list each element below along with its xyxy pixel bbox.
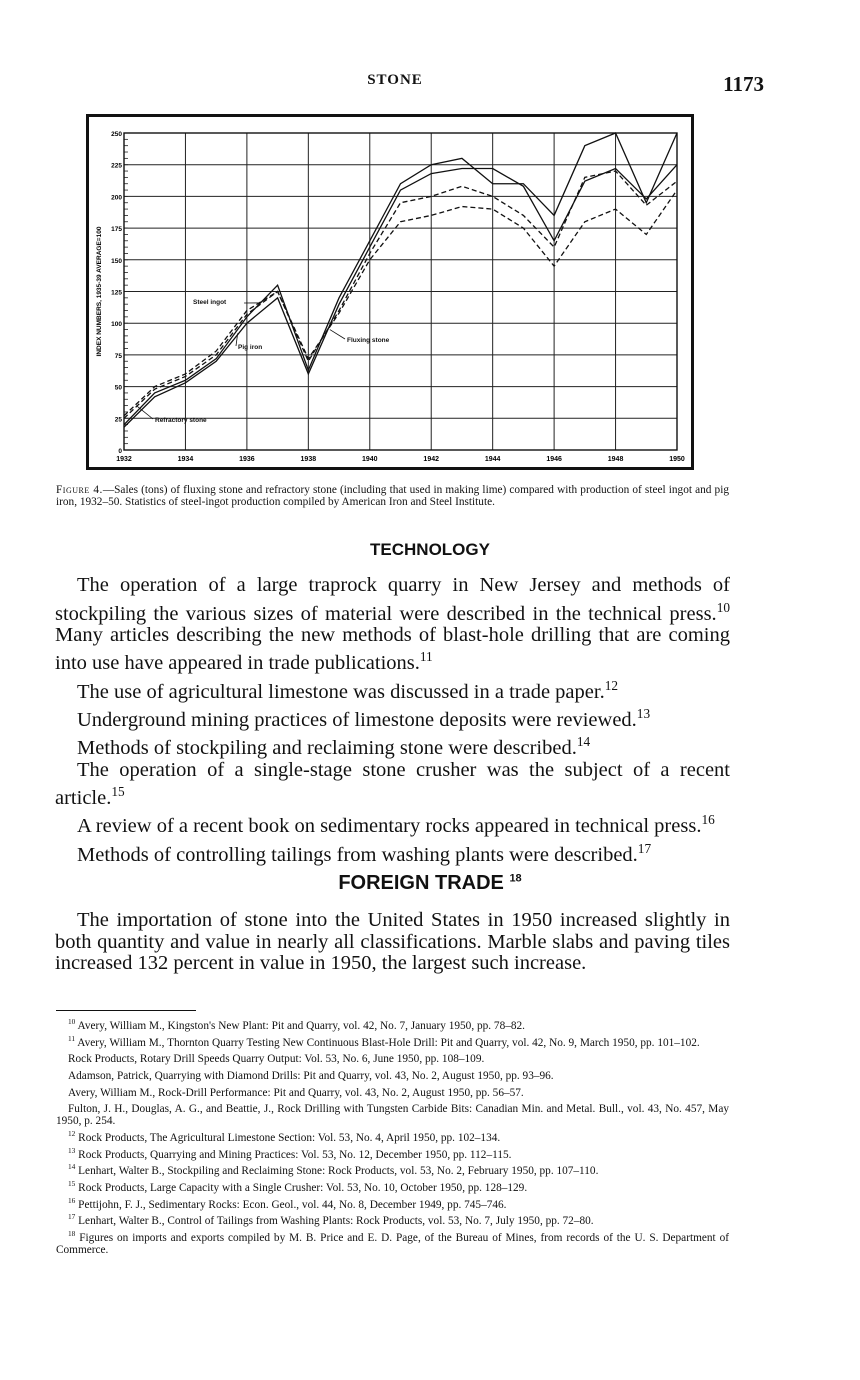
footnote-number: 16 bbox=[68, 1195, 76, 1205]
footnote-number: 14 bbox=[68, 1162, 76, 1172]
figure-label: Figure 4. bbox=[56, 484, 103, 496]
footnotes bbox=[56, 1016, 729, 1257]
y-tick-label: 75 bbox=[114, 352, 122, 360]
line-chart bbox=[89, 117, 691, 467]
footnote-ref: 16 bbox=[701, 812, 715, 828]
annotation-label: Steel ingot bbox=[193, 299, 227, 306]
footnote-ref: 14 bbox=[576, 734, 591, 750]
page-number: 1173 bbox=[723, 72, 764, 96]
heading-technology: TECHNOLOGY bbox=[370, 540, 490, 559]
footnote-text: Avery, William M., Rock-Drill Performance: Pit and Quarry, vol. 43, No. 2, August 1950, pp. 56–57. bbox=[68, 1086, 524, 1099]
paragraph-text: Methods of controlling tailings from washing plants were described. bbox=[77, 843, 638, 866]
footnote bbox=[56, 1211, 729, 1228]
figure-4 bbox=[86, 114, 694, 470]
footnote-text: Avery, William M., Kingston's New Plant: Pit and Quarry, vol. 42, No. 7, January 1950, pp. 78–82. bbox=[77, 1019, 525, 1032]
y-tick-label: 150 bbox=[111, 257, 122, 265]
footnote-text: Adamson, Patrick, Quarrying with Diamond Drills: Pit and Quarry, vol. 43, No. 2, August 1950, pp. 93–96. bbox=[68, 1069, 554, 1082]
x-tick-label: 1950 bbox=[669, 456, 685, 463]
paragraph-text: Underground mining practices of limestone deposits were reviewed. bbox=[77, 708, 637, 731]
footnote-text: Fulton, J. H., Douglas, A. G., and Beattie, J., Rock Drilling with Tungsten Carbide Bits: Canadian Min. and Metal. Bull., vol. 43, No. 457, May 1950, p. 254. bbox=[56, 1103, 729, 1128]
footnote-ref: 17 bbox=[637, 840, 652, 856]
y-tick-label: 125 bbox=[111, 289, 122, 297]
figure-caption-text: —Sales (tons) of fluxing stone and refractory stone (including that used in making lime) compared with production of steel ingot and pig iron, 1932–50. Statistics of steel-ingot production compiled by American Iron and Steel Institute. bbox=[56, 484, 729, 508]
paragraph-text: Many articles describing the new methods of blast-hole drilling that are coming into use have appeared in trade publications. bbox=[55, 623, 730, 675]
heading-text: FOREIGN TRADE bbox=[338, 872, 504, 894]
footnote bbox=[56, 1066, 729, 1083]
footnote-number: 15 bbox=[68, 1178, 76, 1188]
footnote-divider bbox=[56, 1010, 196, 1011]
series-line-pig-iron bbox=[124, 165, 677, 427]
x-tick-label: 1946 bbox=[546, 456, 562, 463]
footnote-text: Avery, William M., Thornton Quarry Testing New Continuous Blast-Hole Drill: Pit and Quarry, vol. 42, No. 9, March 1950, pp. 101–102. bbox=[77, 1036, 700, 1049]
annotation-label: Refractory stone bbox=[155, 417, 207, 424]
footnote-ref: 12 bbox=[604, 677, 619, 693]
annotation-leader bbox=[330, 330, 345, 339]
technology-paragraph bbox=[55, 575, 730, 675]
footnote-number: 12 bbox=[68, 1128, 76, 1138]
footnote bbox=[56, 1033, 729, 1050]
footnote-ref: 18 bbox=[509, 872, 522, 885]
y-tick-label: 175 bbox=[111, 226, 122, 234]
heading-foreign-trade bbox=[0, 872, 860, 895]
footnote-text: Rock Products, Large Capacity with a Single Crusher: Vol. 53, No. 10, October 1950, pp. 128–129. bbox=[78, 1181, 528, 1194]
footnote bbox=[56, 1099, 729, 1128]
paragraph-text: The use of agricultural limestone was discussed in a trade paper. bbox=[77, 680, 605, 703]
technology-paragraph bbox=[55, 703, 730, 731]
footnote bbox=[56, 1128, 729, 1145]
footnote-text: Lenhart, Walter B., Control of Tailings from Washing Plants: Rock Products, vol. 53, No. 7, July 1950, pp. 72–80. bbox=[78, 1215, 594, 1228]
footnote bbox=[56, 1195, 729, 1212]
footnote-number: 18 bbox=[68, 1228, 76, 1238]
x-tick-label: 1936 bbox=[239, 456, 255, 463]
y-tick-label: 50 bbox=[114, 384, 122, 392]
footnote bbox=[56, 1228, 729, 1257]
y-tick-label: 25 bbox=[114, 416, 122, 424]
x-tick-label: 1944 bbox=[484, 456, 501, 463]
technology-paragraph bbox=[55, 838, 730, 866]
footnote-number: 17 bbox=[68, 1212, 76, 1222]
foreign-trade-body bbox=[55, 910, 730, 975]
technology-paragraph bbox=[55, 760, 730, 810]
figure-caption bbox=[56, 484, 729, 508]
annotation-label: Fluxing stone bbox=[347, 337, 390, 344]
x-tick-label: 1940 bbox=[361, 456, 378, 463]
footnote-ref: 15 bbox=[111, 784, 125, 800]
footnote bbox=[56, 1161, 729, 1178]
paragraph-text: Methods of stockpiling and reclaiming stone were described. bbox=[77, 737, 577, 760]
series-line-fluxing-stone bbox=[124, 171, 677, 418]
paragraph-text: The operation of a single-stage stone crusher was the subject of a recent article. bbox=[55, 758, 730, 809]
paragraph-text: The operation of a large traprock quarry in New Jersey and methods of stockpiling the various sizes of material were described in the technical press. bbox=[55, 574, 730, 625]
technology-body bbox=[55, 575, 730, 866]
footnote bbox=[56, 1145, 729, 1162]
y-axis-label: INDEX NUMBERS, 1935-39 AVERAGE=100 bbox=[96, 226, 103, 357]
y-tick-label: 250 bbox=[111, 131, 122, 138]
x-tick-label: 1948 bbox=[607, 456, 624, 463]
footnote bbox=[56, 1178, 729, 1195]
footnote-ref: 10 bbox=[716, 599, 730, 615]
y-tick-label: 200 bbox=[111, 194, 122, 202]
footnote bbox=[56, 1016, 729, 1033]
x-tick-label: 1932 bbox=[116, 456, 132, 463]
technology-paragraph bbox=[55, 675, 730, 703]
footnote bbox=[56, 1049, 729, 1066]
footnote-number: 13 bbox=[68, 1145, 76, 1155]
x-tick-label: 1938 bbox=[300, 456, 317, 463]
technology-paragraph bbox=[55, 809, 730, 837]
paragraph-text: A review of a recent book on sedimentary rocks appeared in technical press. bbox=[77, 815, 702, 838]
annotation-label: Pig iron bbox=[238, 344, 263, 351]
y-tick-label: 100 bbox=[111, 321, 122, 329]
y-tick-label: 0 bbox=[118, 448, 122, 455]
footnote-text: Rock Products, Quarrying and Mining Practices: Vol. 53, No. 12, December 1950, pp. 112–115. bbox=[78, 1148, 512, 1161]
foreign-trade-paragraph: The importation of stone into the United States in 1950 increased slightly in both quantity and value in nearly all classifications. Marble slabs and paving tiles increased 132 percent in value in 1950, the largest such increase. bbox=[55, 909, 730, 974]
footnote-number: 11 bbox=[68, 1033, 76, 1043]
technology-paragraph bbox=[55, 731, 730, 759]
footnote-text: Figures on imports and exports compiled by M. B. Price and E. D. Page, of the Bureau of Mines, from records of the U. S. Department of Commerce. bbox=[56, 1231, 729, 1256]
footnote-ref: 11 bbox=[419, 649, 433, 665]
x-tick-label: 1934 bbox=[177, 456, 194, 463]
running-title: STONE bbox=[367, 72, 423, 88]
footnote-text: Rock Products, Rotary Drill Speeds Quarry Output: Vol. 53, No. 6, June 1950, pp. 108–109. bbox=[68, 1053, 485, 1066]
footnote-ref: 13 bbox=[636, 705, 651, 721]
footnote-text: Rock Products, The Agricultural Limestone Section: Vol. 53, No. 4, April 1950, pp. 102–134. bbox=[78, 1131, 501, 1144]
footnote-text: Pettijohn, F. J., Sedimentary Rocks: Econ. Geol., vol. 44, No. 8, December 1949, pp. 745–746. bbox=[78, 1198, 507, 1211]
page-header bbox=[0, 72, 860, 96]
footnote-text: Lenhart, Walter B., Stockpiling and Reclaiming Stone: Rock Products, vol. 53, No. 2, February 1950, pp. 107–110. bbox=[78, 1165, 599, 1178]
x-tick-label: 1942 bbox=[423, 456, 440, 463]
footnote bbox=[56, 1083, 729, 1100]
footnote-number: 10 bbox=[68, 1017, 76, 1026]
y-tick-label: 225 bbox=[111, 162, 122, 170]
